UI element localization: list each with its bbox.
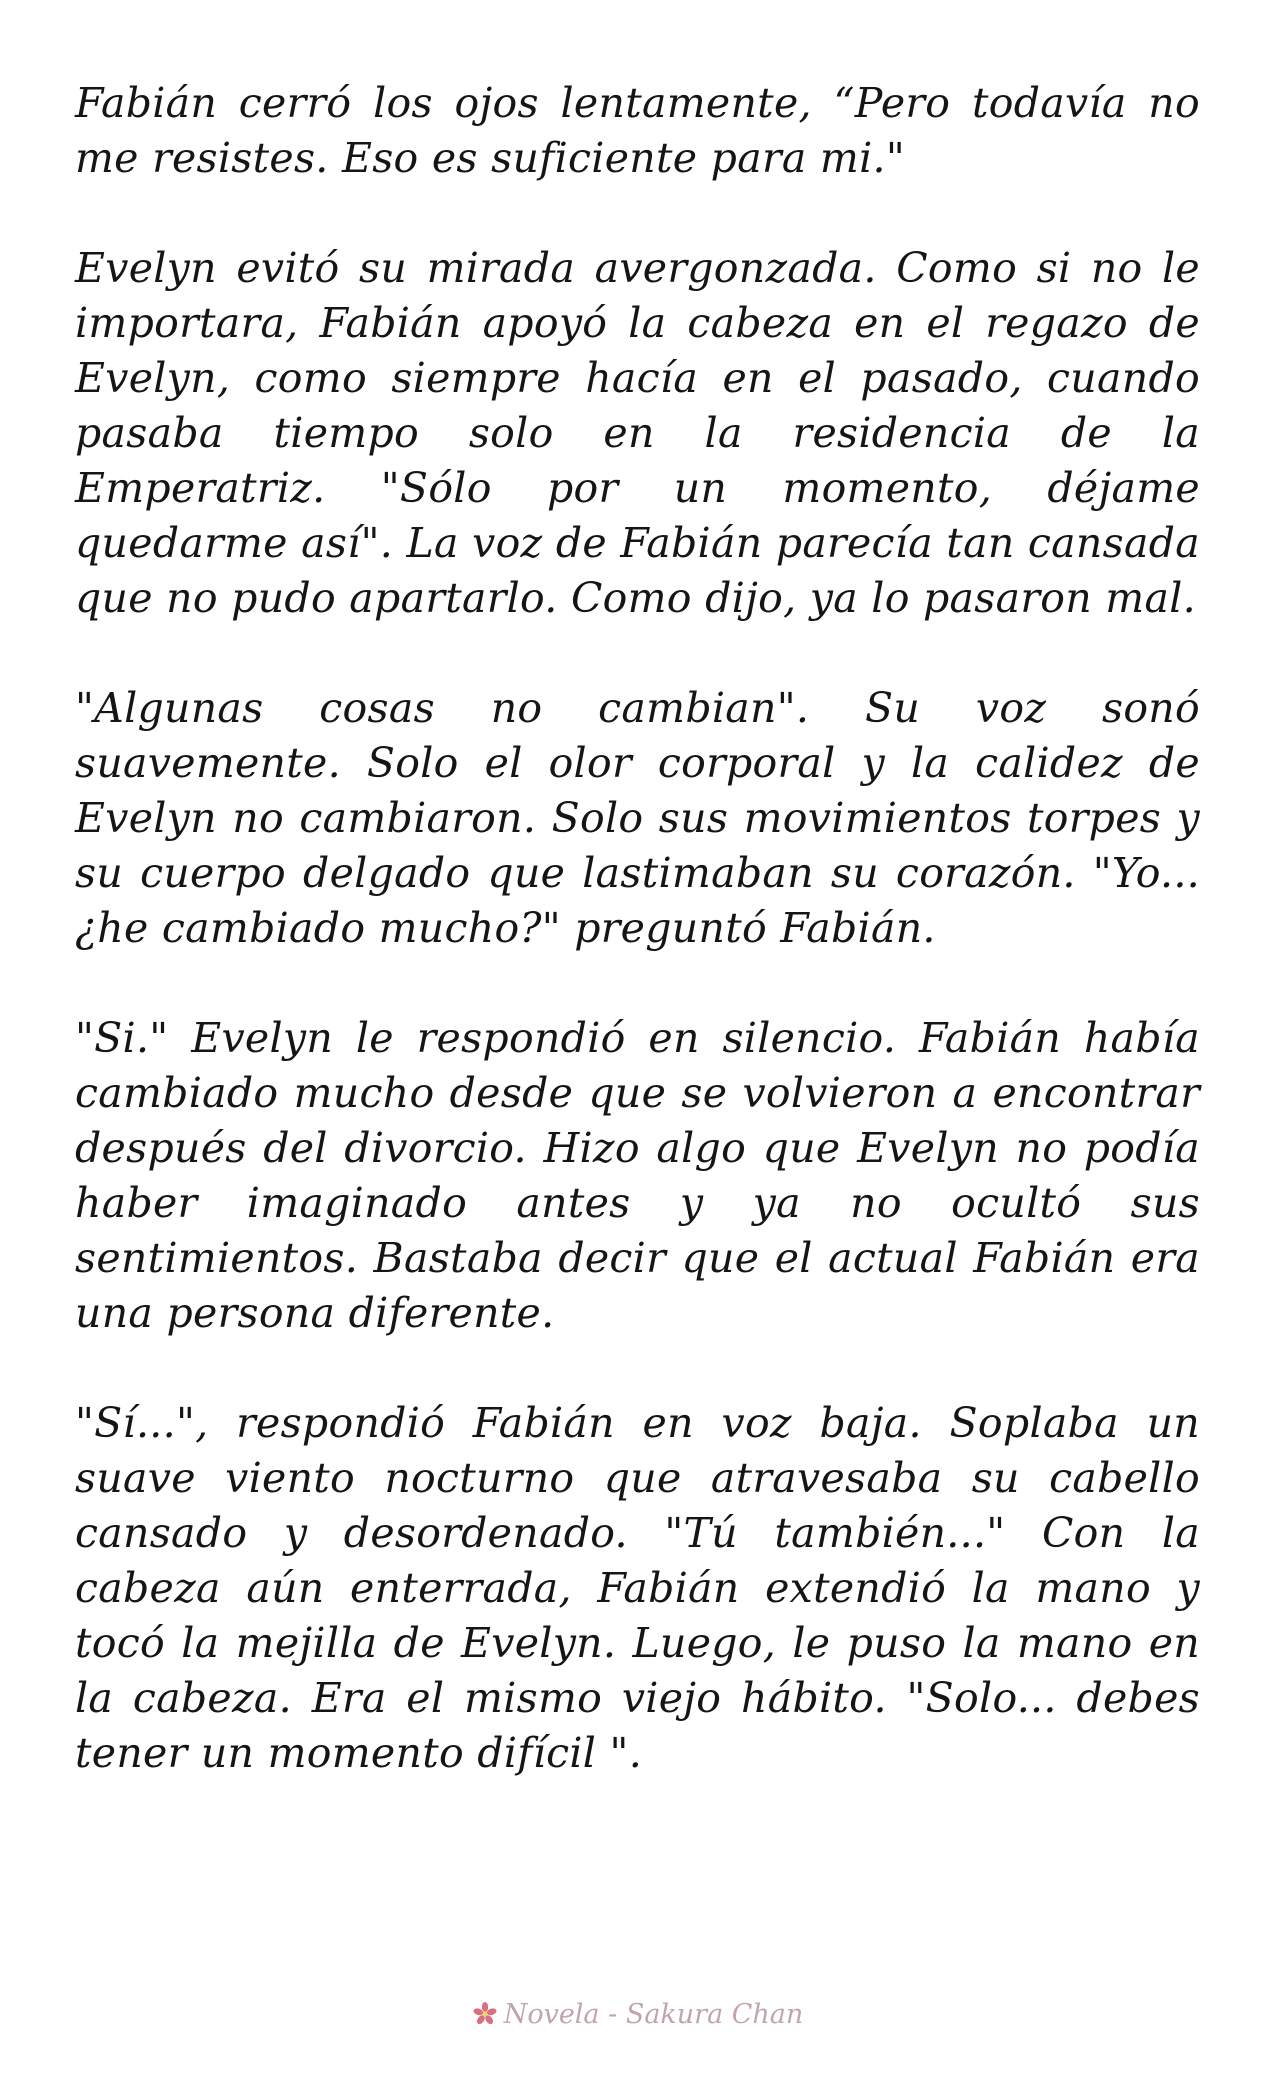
document-body — [75, 76, 1200, 1836]
sakura-flower-icon — [472, 1999, 498, 2025]
paragraph-5: "Sí...", respondió Fabián en voz baja. Soplaba un suave viento nocturno que atravesaba su cabello cansado y desordenado. "Tú también..." Con la cabeza aún enterrada, Fabián extendió la mano y tocó la mejilla de Evelyn. Luego, le puso la mano en la cabeza. Era el mismo viejo hábito. "Solo... debes tener un momento difícil ". — [75, 1399, 1200, 1777]
footer-label: Novela - Sakura Chan — [503, 1999, 804, 2030]
paragraph-4: "Si." Evelyn le respondió en silencio. Fabián había cambiado mucho desde que se volvieron a encontrar después del divorcio. Hizo algo que Evelyn no podía haber imaginado antes y ya no ocultó sus sentimientos. Bastaba decir que el actual Fabián era una persona diferente. — [75, 1014, 1200, 1337]
paragraph-3: "Algunas cosas no cambian". Su voz sonó suavemente. Solo el olor corporal y la calidez de Evelyn no cambiaron. Solo sus movimientos torpes y su cuerpo delgado que lastimaban su corazón. "Yo... ¿he cambiado mucho?" preguntó Fabián. — [75, 684, 1200, 952]
paragraph-2: Evelyn evitó su mirada avergonzada. Como si no le importara, Fabián apoyó la cabeza en el regazo de Evelyn, como siempre hacía en el pasado, cuando pasaba tiempo solo en la residencia de la Emperatriz. "Sólo por un momento, déjame quedarme así". La voz de Fabián parecía tan cansada que no pudo apartarlo. Como dijo, ya lo pasaron mal. — [75, 244, 1200, 622]
footer-watermark — [0, 1995, 1275, 2035]
paragraph-1: Fabián cerró los ojos lentamente, “Pero todavía no me resistes. Eso es suficiente para mi." — [75, 79, 1200, 182]
